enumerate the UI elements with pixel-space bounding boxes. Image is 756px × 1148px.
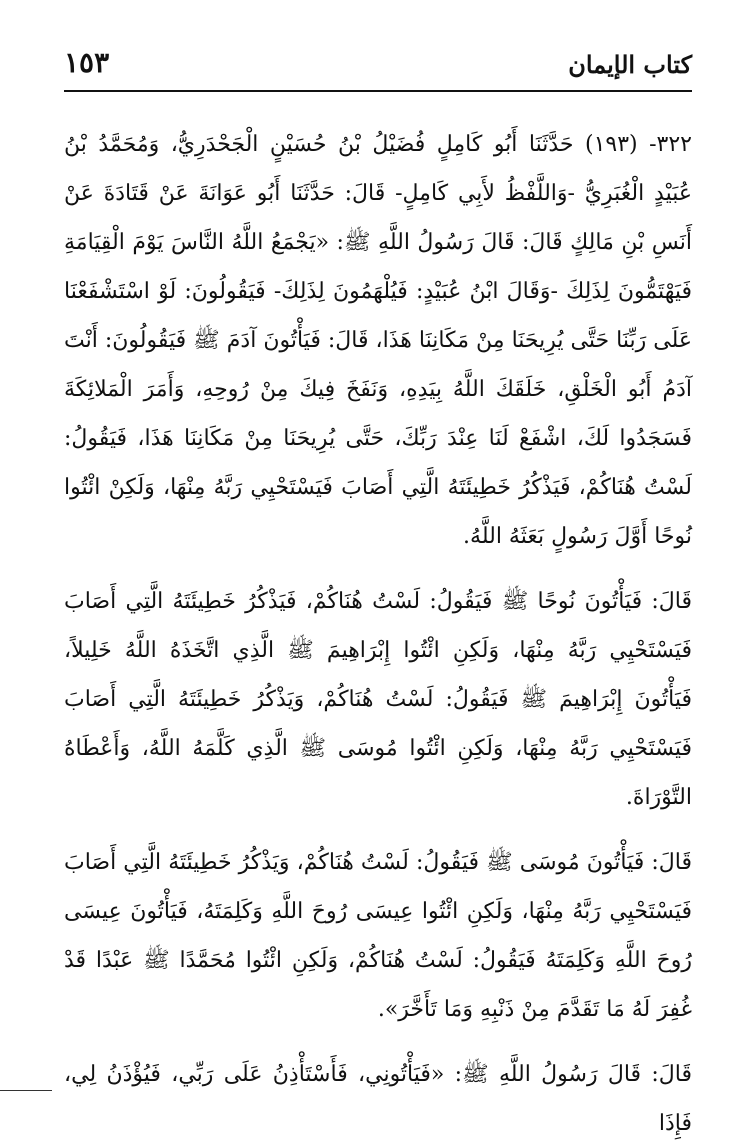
page-header (64, 42, 692, 92)
header-divider (64, 90, 692, 92)
paragraph-hadith-322: ٣٢٢- (١٩٣) حَدَّثَنَا أَبُو كَامِلٍ فُضَيْلُ بْنُ حُسَيْنٍ الْجَحْدَرِيُّ، وَمُحَمَّدُ بْنُ عُبَيْدٍ الْغُبَرِيُّ -وَاللَّفْظُ لأَبِي كَامِلٍ- قَالَ: حَدَّثَنَا أَبُو عَوَانَةَ عَنْ قَتَادَةَ عَنْ أَنَسِ بْنِ مَالِكٍ قَالَ: قَالَ رَسُولُ اللَّهِ ﷺ: «يَجْمَعُ اللَّهُ النَّاسَ يَوْمَ الْقِيَامَةِ فَيَهْتَمُّونَ لِذَلِكَ -وَقَالَ ابْنُ عُبَيْدٍ: فَيُلْهَمُونَ لِذَلِكَ- فَيَقُولُونَ: لَوْ اسْتَشْفَعْنَا عَلَى رَبِّنَا حَتَّى يُرِيحَنَا مِنْ مَكَانِنَا هَذَا، قَالَ: فَيَأْتُونَ آدَمَ ﷺ فَيَقُولُونَ: أَنْتَ آدَمُ أَبُو الْخَلْقِ، خَلَقَكَ اللَّهُ بِيَدِهِ، وَنَفَخَ فِيكَ مِنْ رُوحِهِ، وَأَمَرَ الْمَلائِكَةَ فَسَجَدُوا لَكَ، اشْفَعْ لَنَا عِنْدَ رَبِّكَ، حَتَّى يُرِيحَنَا مِنْ مَكَانِنَا هَذَا، فَيَقُولُ: لَسْتُ هُنَاكُمْ، فَيَذْكُرُ خَطِيئَتَهُ الَّتِي أَصَابَ فَيَسْتَحْيِي رَبَّهُ مِنْهَا، وَلَكِنْ ائْتُوا نُوحًا أَوَّلَ رَسُولٍ بَعَثَهُ اللَّهُ. (64, 132, 692, 549)
body-text (64, 120, 692, 1136)
chapter-title: كتاب الإيمان (568, 50, 692, 79)
page-number: ١٥٣ (64, 46, 110, 79)
footnote-divider (0, 1090, 52, 1091)
paragraph-continuation: قَالَ: قَالَ رَسُولُ اللَّهِ ﷺ: «فَيَأْتُونِي، فَأَسْتَأْذِنُ عَلَى رَبِّي، فَيُؤْذَنُ لِي، فَإِذَا (64, 1062, 692, 1136)
paragraph-musa-isa: قَالَ: فَيَأْتُونَ مُوسَى ﷺ فَيَقُولُ: لَسْتُ هُنَاكُمْ، وَيَذْكُرُ خَطِيئَتَهُ الَّتِي أَصَابَ فَيَسْتَحْيِي رَبَّهُ مِنْهَا، وَلَكِنِ ائْتُوا عِيسَى رُوحَ اللَّهِ وَكَلِمَتَهُ، فَيَأْتُونَ عِيسَى رُوحَ اللَّهِ وَكَلِمَتَهُ فَيَقُولُ: لَسْتُ هُنَاكُمْ، وَلَكِنِ ائْتُوا مُحَمَّدًا ﷺ عَبْدًا قَدْ غُفِرَ لَهُ مَا تَقَدَّمَ مِنْ ذَنْبِهِ وَمَا تَأَخَّرَ». (64, 850, 692, 1022)
paragraph-nuh-ibrahim: قَالَ: فَيَأْتُونَ نُوحًا ﷺ فَيَقُولُ: لَسْتُ هُنَاكُمْ، فَيَذْكُرُ خَطِيئَتَهُ الَّتِي أَصَابَ فَيَسْتَحْيِي رَبَّهُ مِنْهَا، وَلَكِنِ ائْتُوا إِبْرَاهِيمَ ﷺ الَّذِي اتَّخَذَهُ اللَّهُ خَلِيلاً، فَيَأْتُونَ إِبْرَاهِيمَ ﷺ فَيَقُولُ: لَسْتُ هُنَاكُمْ، وَيَذْكُرُ خَطِيئَتَهُ الَّتِي أَصَابَ فَيَسْتَحْيِي رَبَّهُ مِنْهَا، وَلَكِنِ ائْتُوا مُوسَى ﷺ الَّذِي كَلَّمَهُ اللَّهُ، وَأَعْطَاهُ التَّوْرَاةَ. (64, 589, 692, 810)
